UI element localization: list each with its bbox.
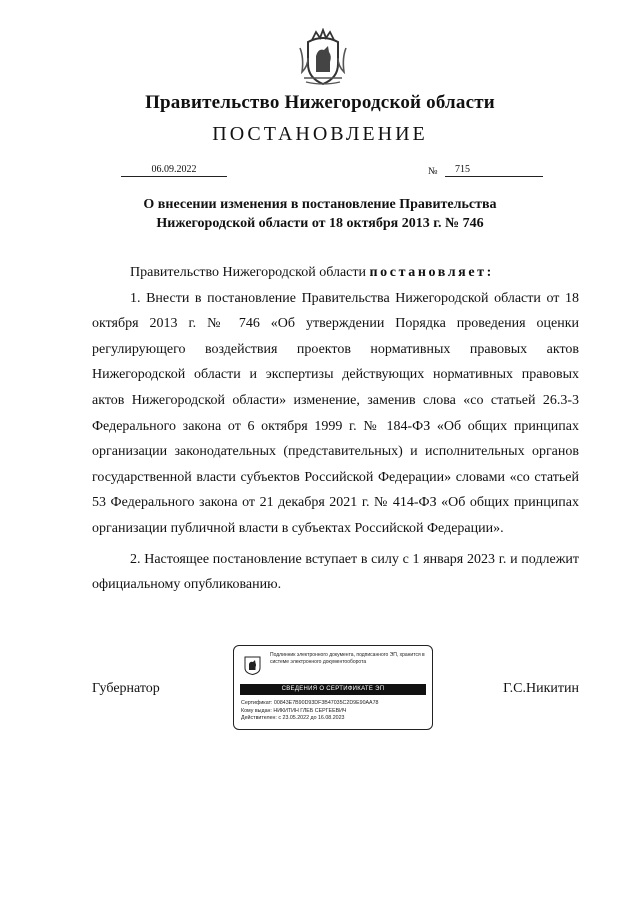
document-date: 06.09.2022 [121,164,227,177]
electronic-signature-stamp [233,645,433,730]
coat-of-arms-emblem [298,28,348,86]
stamp-signed-note: Подлинник электронного документа, подписанного ЭП, хранится в системе электронного документооборота [270,652,425,665]
document-type: ПОСТАНОВЛЕНИЕ [212,123,428,145]
paragraph-2: 2. Настоящее постановление вступает в силу с 1 января 2023 г. и подлежит официальному опубликованию. [92,551,579,593]
document-subject [100,195,540,233]
stamp-header: СВЕДЕНИЯ О СЕРТИФИКАТЕ ЭП [240,684,426,695]
number-label: № [428,166,438,177]
subject-line-2: Нижегородской области от 18 октября 2013 г. № 746 [156,216,484,231]
document-body [92,260,579,598]
subject-line-1: О внесении изменения в постановление Правительства [143,197,497,212]
signer-name: Г.С.Никитин [503,681,579,696]
document-number: 715 [445,164,543,177]
intro-text: Правительство Нижегородской области [130,265,370,280]
government-title: Правительство Нижегородской области [145,92,495,113]
intro-verb: постановляет: [369,265,494,280]
stamp-certificate: Сертификат: 00843E7B90D93DF3B47035C2D9E90AA78 [241,700,379,706]
stamp-validity: Действителен: с 23.05.2022 до 16.08.2023 [241,715,345,721]
stamp-issued-to: Кому выдан: НИКИТИН ГЛЕБ СЕРГЕЕВИЧ [241,707,347,714]
paragraph-1: 1. Внести в постановление Правительства Нижегородской области от 18 октября 2013 г. № 746 «Об утверждении Порядка проведения оценки регулирующего воздействия проектов нормативных правовых актов Нижегородской области и экспертизы действующих нормативных правовых актов Нижегородской области» изменение, заменив слова «со статьей 26.3-3 Федерального закона от 6 октября 1999 г. № 184-ФЗ «Об общих принципах организации законодательных (представительных) и исполнительных органов государственной власти субъектов Российской Федерации» словами «со статьей 53 Федерального закона от 21 декабря 2021 г. № 414-ФЗ «Об общих принципах организации публичной власти в субъектах Российской Федерации». [92,290,579,536]
stamp-details [241,700,378,723]
intro-paragraph [92,260,579,286]
signer-position: Губернатор [92,681,160,696]
deer-emblem-icon [244,655,261,675]
